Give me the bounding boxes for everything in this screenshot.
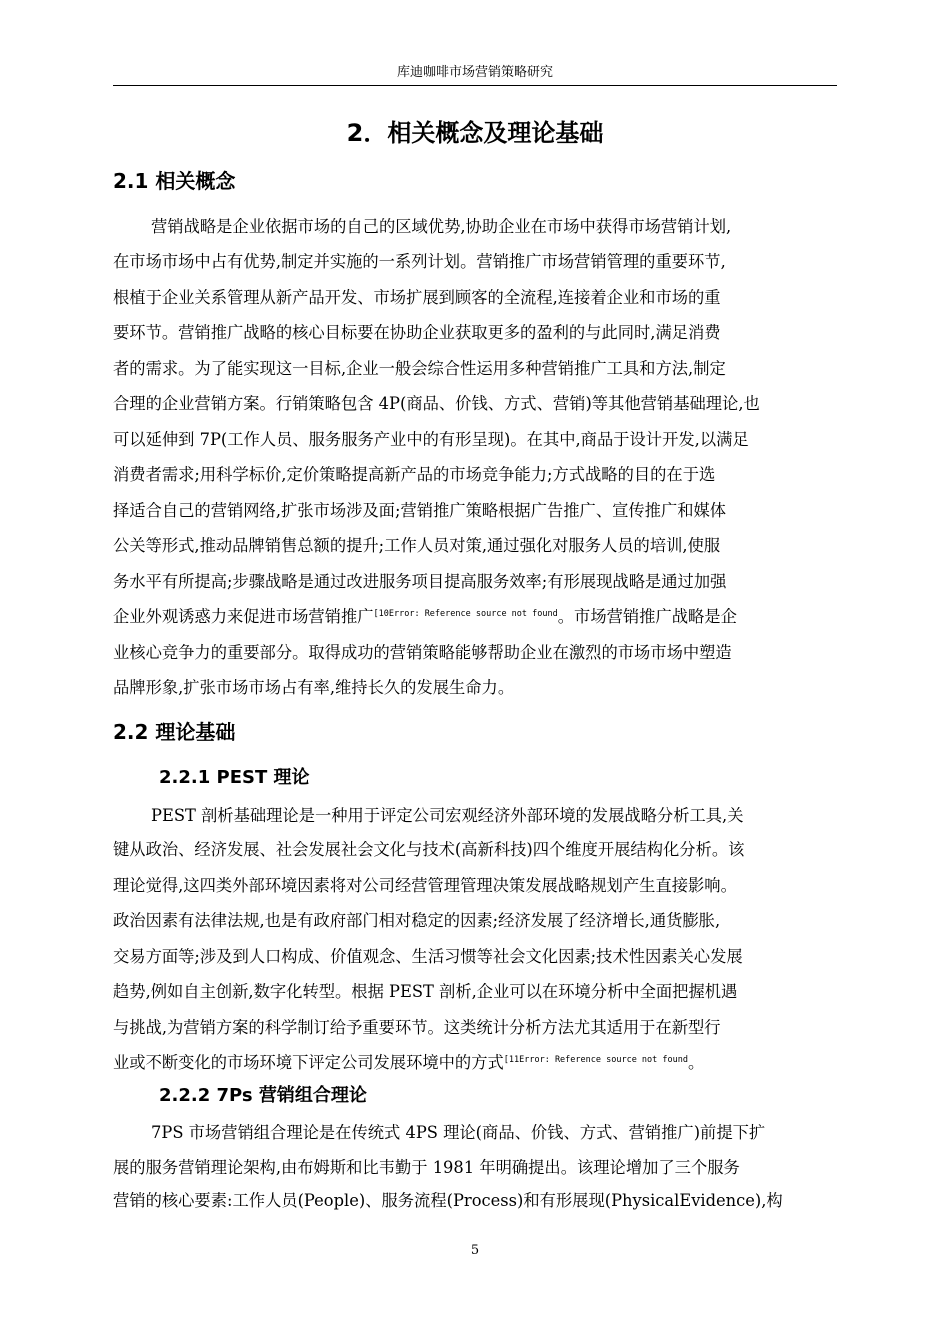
citation-reference: [10Error: Reference source not found <box>373 609 558 619</box>
paragraph-line: 7PS 市场营销组合理论是在传统式 4PS 理论(商品、价钱、方式、营销推广)前提下扩 <box>151 1123 766 1142</box>
section-heading-2-1: 2.1 相关概念 <box>113 169 236 193</box>
paragraph-line: 营销战略是企业依据市场的自己的区域优势,协助企业在市场中获得市场营销计划, <box>151 217 732 236</box>
paragraph-line: 根植于企业关系管理从新产品开发、市场扩展到顾客的全流程,连接着企业和市场的重 <box>113 288 721 307</box>
paragraph-line: 在市场市场中占有优势,制定并实施的一系列计划。营销推广市场营销管理的重要环节, <box>113 252 726 271</box>
paragraph-line: 合理的企业营销方案。行销策略包含 4P(商品、价钱、方式、营销)等其他营销基础理论,也 <box>113 394 760 413</box>
paragraph-line: 业核心竞争力的重要部分。取得成功的营销策略能够帮助企业在激烈的市场市场中塑造 <box>113 643 732 662</box>
paragraph-line: 择适合自己的营销网络,扩张市场涉及面;营销推广策略根据广告推广、宣传推广和媒体 <box>113 501 727 520</box>
paragraph-line: 交易方面等;涉及到人口构成、价值观念、生活习惯等社会文化因素;技术性因素关心发展 <box>113 947 743 966</box>
citation-reference: [11Error: Reference source not found <box>503 1055 688 1065</box>
paragraph-line: 消费者需求;用科学标价,定价策略提高新产品的市场竞争能力;方式战略的目的在于选 <box>113 465 716 484</box>
page-number: 5 <box>470 1243 480 1258</box>
paragraph-line-with-citation <box>113 602 837 631</box>
paragraph-line: 要环节。营销推广战略的核心目标要在协助企业获取更多的盈利的与此同时,满足消费 <box>113 323 721 342</box>
paragraph-line: 公关等形式,推动品牌销售总额的提升;工作人员对策,通过强化对服务人员的培训,使服 <box>113 536 721 555</box>
paragraph-line: 趋势,例如自主创新,数字化转型。根据 PEST 剖析,企业可以在环境分析中全面把握机遇 <box>113 982 738 1001</box>
chapter-title: 2．相关概念及理论基础 <box>346 119 604 147</box>
paragraph-text: 。 <box>688 1053 705 1072</box>
paragraph-text: 企业外观诱惑力来促进市场营销推广 <box>113 607 374 626</box>
subsection-heading-2-2-2: 2.2.2 7Ps 营销组合理论 <box>159 1085 367 1106</box>
paragraph-text: 。市场营销推广战略是企 <box>557 607 737 626</box>
header-divider <box>113 85 837 86</box>
section-heading-2-2: 2.2 理论基础 <box>113 720 236 744</box>
paragraph-line: 政治因素有法律法规,也是有政府部门相对稳定的因素;经济发展了经济增长,通货膨胀, <box>113 911 721 930</box>
paragraph-line: 务水平有所提高;步骤战略是通过改进服务项目提高服务效率;有形展现战略是通过加强 <box>113 572 727 591</box>
paragraph-line: 可以延伸到 7P(工作人员、服务服务产业中的有形呈现)。在其中,商品于设计开发,以满足 <box>113 430 749 449</box>
paragraph-line-with-citation <box>113 1048 837 1077</box>
paragraph-line: 与挑战,为营销方案的科学制订给予重要环节。这类统计分析方法尤其适用于在新型行 <box>113 1018 721 1037</box>
paragraph-line: 理论觉得,这四类外部环境因素将对公司经营管理管理决策发展战略规划产生直接影响。 <box>113 876 737 895</box>
paragraph-line: 品牌形象,扩张市场市场占有率,维持长久的发展生命力。 <box>113 678 515 697</box>
paragraph-line: 键从政治、经济发展、社会发展社会文化与技术(高新科技)四个维度开展结构化分析。该 <box>113 840 745 859</box>
paragraph-line: 展的服务营销理论架构,由布姆斯和比韦勤于 1981 年明确提出。该理论增加了三个服务 <box>113 1158 740 1177</box>
paragraph-line: PEST 剖析基础理论是一种用于评定公司宏观经济外部环境的发展战略分析工具,关 <box>151 806 744 825</box>
subsection-heading-2-2-1: 2.2.1 PEST 理论 <box>159 767 310 788</box>
paragraph-line: 者的需求。为了能实现这一目标,企业一般会综合性运用多种营销推广工具和方法,制定 <box>113 359 726 378</box>
running-header: 库迪咖啡市场营销策略研究 <box>396 65 553 80</box>
paragraph-line: 营销的核心要素:工作人员(People)、服务流程(Process)和有形展现(PhysicalEvidence),构 <box>113 1191 783 1210</box>
paragraph-text: 业或不断变化的市场环境下评定公司发展环境中的方式 <box>113 1053 504 1072</box>
